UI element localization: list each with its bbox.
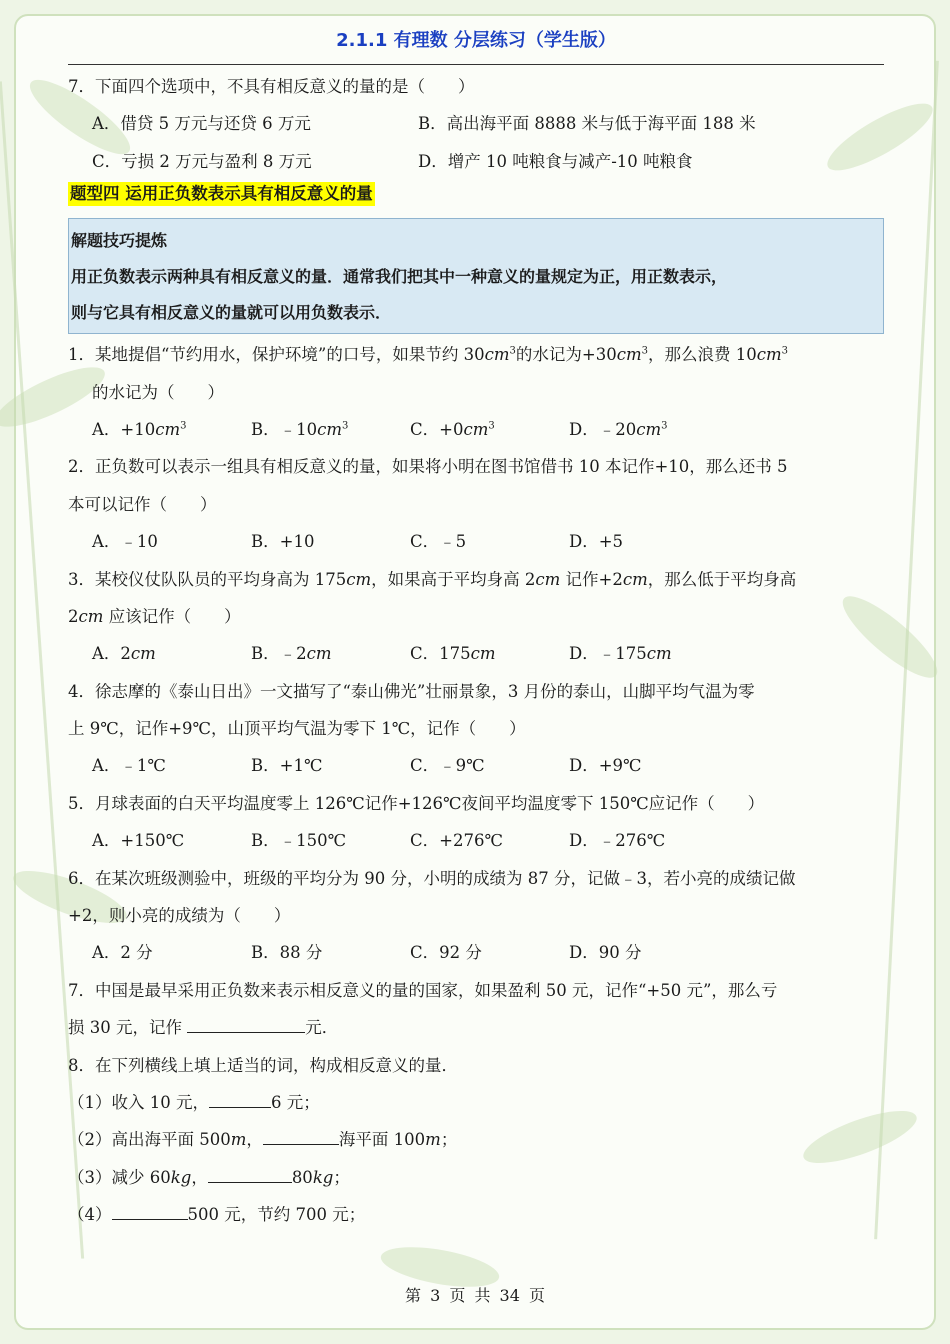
option-b: B．高出海平面 8888 米与低于海平面 188 米 bbox=[418, 114, 756, 134]
question-stem: 损 30 元，记作 元． bbox=[68, 1009, 884, 1046]
page-title: 2.1.1 有理数 分层练习（学生版） bbox=[336, 30, 616, 51]
tip-text: 用正负数表示两种具有相反意义的量．通常我们把其中一种意义的量规定为正，用正数表示， bbox=[71, 267, 728, 287]
option-row bbox=[68, 523, 884, 560]
sub-question: （1）收入 10 元， 6 元； bbox=[68, 1084, 884, 1121]
option-a: A．2 分 bbox=[92, 943, 153, 963]
option-row bbox=[68, 635, 884, 672]
option-a: A．+150℃ bbox=[92, 831, 185, 851]
option-d: D．﹣276℃ bbox=[569, 831, 666, 851]
question-stem: 8．在下列横线上填上适当的词，构成相反意义的量． bbox=[68, 1055, 458, 1075]
option-row bbox=[68, 143, 884, 180]
answer-blank[interactable] bbox=[208, 1164, 292, 1183]
option-b: B．﹣2cm bbox=[251, 644, 332, 664]
option-d: D．﹣175cm bbox=[569, 644, 672, 664]
option-b: B．﹣150℃ bbox=[251, 831, 347, 851]
sub-question: （3）减少 60kg， 80kg； bbox=[68, 1159, 884, 1196]
question-stem: 1．某地提倡“节约用水，保护环境”的口号，如果节约 $30cm^3$的水记为$+30cm^3$，那么浪费 $10cm^3$ bbox=[68, 345, 788, 365]
section-title: 题型四 运用正负数表示具有相反意义的量 bbox=[68, 182, 375, 206]
answer-blank[interactable] bbox=[112, 1201, 188, 1220]
section-heading bbox=[68, 180, 884, 213]
question-stem: 2cm 应该记作（ ） bbox=[68, 606, 241, 626]
sub-question: （4） 500 元，节约 700 元； bbox=[68, 1196, 884, 1233]
page-header bbox=[68, 28, 884, 65]
option-row bbox=[68, 105, 884, 142]
question-stem: 上 9℃，记作+9℃，山顶平均气温为零下 1℃，记作（ ） bbox=[68, 719, 526, 739]
option-b: B．$﹣10cm^3$ bbox=[251, 419, 349, 439]
option-a: A．$+10cm^3$ bbox=[92, 419, 187, 439]
option-d: D．$﹣20cm^3$ bbox=[569, 419, 668, 439]
answer-blank[interactable] bbox=[263, 1126, 339, 1145]
option-c: C．$+0cm^3$ bbox=[410, 419, 495, 439]
option-a: A．借贷 5 万元与还贷 6 万元 bbox=[92, 114, 311, 134]
option-c: C．+276℃ bbox=[410, 831, 503, 851]
option-row bbox=[68, 747, 884, 784]
option-c: C．92 分 bbox=[410, 943, 482, 963]
option-b: B．+1℃ bbox=[251, 756, 323, 776]
option-d: D．+9℃ bbox=[569, 756, 642, 776]
option-a: A．﹣10 bbox=[92, 532, 158, 552]
option-b: B．+10 bbox=[251, 532, 315, 552]
option-b: B．88 分 bbox=[251, 943, 323, 963]
tip-title: 解题技巧提炼 bbox=[71, 231, 168, 251]
answer-blank[interactable] bbox=[209, 1089, 271, 1108]
sub-question: （2）高出海平面 500m， 海平面 100m； bbox=[68, 1121, 884, 1158]
question-stem: 7．下面四个选项中，不具有相反意义的量的是（ ） bbox=[68, 77, 475, 96]
option-row bbox=[68, 822, 884, 859]
option-d: D．90 分 bbox=[569, 943, 642, 963]
option-c: C．亏损 2 万元与盈利 8 万元 bbox=[92, 151, 312, 171]
option-d: D．增产 10 吨粮食与减产-10 吨粮食 bbox=[418, 151, 693, 171]
document-body bbox=[68, 68, 884, 1234]
question-stem: 4．徐志摩的《泰山日出》一文描写了“泰山佛光”壮丽景象，3 月份的泰山，山脚平均气温为零 bbox=[68, 681, 755, 701]
question-stem: 5．月球表面的白天平均温度零上 126℃记作+126℃夜间平均温度零下 150℃应记作（ ） bbox=[68, 793, 765, 813]
question-stem: 的水记为（ ） bbox=[92, 382, 224, 402]
option-c: C．﹣9℃ bbox=[410, 756, 485, 776]
tip-text: 则与它具有相反意义的量就可以用负数表示． bbox=[71, 303, 392, 323]
option-row bbox=[68, 411, 884, 448]
question-stem: 6．在某次班级测验中，班级的平均分为 90 分，小明的成绩为 87 分，记做﹣3，若小亮的成绩记做 bbox=[68, 868, 796, 888]
question-stem: +2，则小亮的成绩为（ ） bbox=[68, 906, 291, 926]
question-stem: 本可以记作（ ） bbox=[68, 494, 217, 514]
page-number: 第 3 页 共 34 页 bbox=[405, 1286, 545, 1305]
answer-blank[interactable] bbox=[187, 1014, 305, 1033]
option-a: A．﹣1℃ bbox=[92, 756, 166, 776]
question-stem: 3．某校仪仗队队员的平均身高为 175cm，如果高于平均身高 2cm 记作+2cm，那么低于平均身高 bbox=[68, 569, 797, 589]
question-stem: 2．正负数可以表示一组具有相反意义的量，如果将小明在图书馆借书 10 本记作+10，那么还书 5 bbox=[68, 457, 788, 477]
option-d: D．+5 bbox=[569, 532, 624, 552]
option-row bbox=[68, 934, 884, 971]
option-c: C．175cm bbox=[410, 644, 496, 664]
option-a: A．2cm bbox=[92, 644, 156, 664]
option-c: C．﹣5 bbox=[410, 532, 467, 552]
question-stem: 7．中国是最早采用正负数来表示相反意义的量的国家，如果盈利 50 元，记作“+50 元”，那么亏 bbox=[68, 980, 778, 1000]
tip-box bbox=[68, 218, 884, 334]
